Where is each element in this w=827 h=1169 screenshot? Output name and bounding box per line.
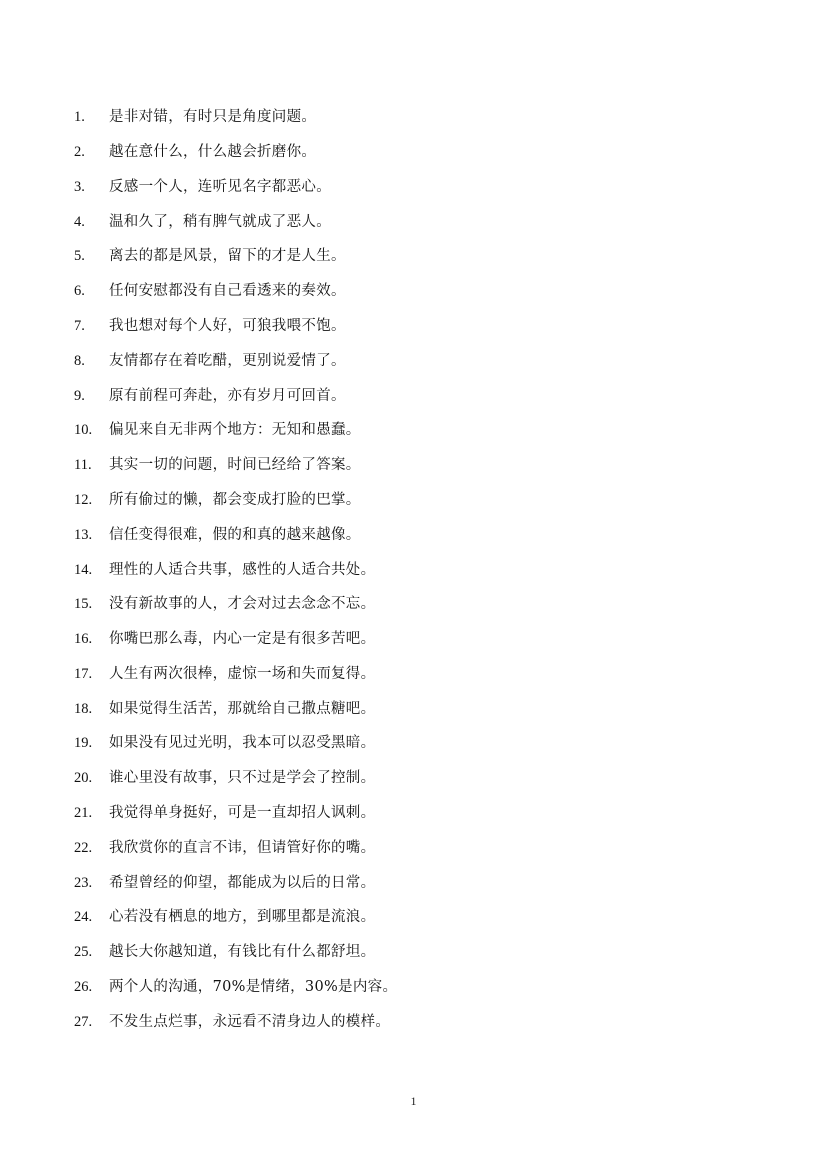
list-item-number: 8. xyxy=(74,352,85,369)
list-item xyxy=(74,378,397,413)
list-item-number: 14. xyxy=(74,561,93,578)
list-item xyxy=(74,657,397,692)
list-item-number: 16. xyxy=(74,631,93,648)
list-item xyxy=(74,622,397,657)
list-item xyxy=(74,900,397,935)
list-item-number: 17. xyxy=(74,665,93,682)
list-item xyxy=(74,100,397,135)
list-item-number: 22. xyxy=(74,839,93,856)
list-item-number: 21. xyxy=(74,805,93,822)
list-item xyxy=(74,448,397,483)
list-item-number: 6. xyxy=(74,283,85,300)
list-item xyxy=(74,170,397,205)
list-item xyxy=(74,518,397,553)
list-item-text: 谁心里没有故事，只不过是学会了控制。 xyxy=(109,770,376,787)
list-item xyxy=(74,831,397,866)
list-item xyxy=(74,866,397,901)
list-item-text: 原有前程可奔赴，亦有岁月可回首。 xyxy=(109,387,346,404)
list-item-text: 越长大你越知道，有钱比有什么都舒坦。 xyxy=(109,944,376,961)
list-item-number: 27. xyxy=(74,1013,93,1030)
list-item-text: 理性的人适合共事，感性的人适合共处。 xyxy=(109,561,376,578)
list-item-number: 15. xyxy=(74,596,93,613)
list-item-text: 希望曾经的仰望，都能成为以后的日常。 xyxy=(109,874,376,891)
list-item-text: 越在意什么，什么越会折磨你。 xyxy=(109,143,317,160)
list-item xyxy=(74,552,397,587)
list-item-number: 13. xyxy=(74,526,93,543)
list-item xyxy=(74,309,397,344)
list-item xyxy=(74,1005,397,1040)
list-item-number: 10. xyxy=(74,422,93,439)
list-item-number: 19. xyxy=(74,735,93,752)
list-item-text: 如果没有见过光明，我本可以忍受黑暗。 xyxy=(109,735,376,752)
list-item-text: 是非对错，有时只是角度问题。 xyxy=(109,109,317,126)
quote-list xyxy=(74,100,397,1040)
list-item xyxy=(74,483,397,518)
list-item-text: 心若没有栖息的地方，到哪里都是流浪。 xyxy=(109,909,376,926)
list-item-number: 9. xyxy=(74,387,85,404)
list-item-number: 23. xyxy=(74,874,93,891)
list-item-text: 我觉得单身挺好，可是一直却招人讽刺。 xyxy=(109,805,376,822)
list-item-number: 11. xyxy=(74,457,92,474)
list-item-number: 5. xyxy=(74,248,85,265)
list-item-text: 反感一个人，连听见名字都恶心。 xyxy=(109,178,331,195)
list-item xyxy=(74,970,397,1005)
list-item xyxy=(74,692,397,727)
list-item-number: 18. xyxy=(74,700,93,717)
list-item xyxy=(74,796,397,831)
list-item xyxy=(74,239,397,274)
list-item-text: 温和久了，稍有脾气就成了恶人。 xyxy=(109,213,331,230)
list-item xyxy=(74,726,397,761)
list-item-number: 24. xyxy=(74,909,93,926)
list-item-text: 两个人的沟通，70%是情绪，30%是内容。 xyxy=(109,979,398,996)
list-item-text: 偏见来自无非两个地方：无知和愚蠢。 xyxy=(109,422,361,439)
list-item-text: 我也想对每个人好，可狼我喂不饱。 xyxy=(109,317,346,334)
list-item-number: 7. xyxy=(74,317,85,334)
list-item-number: 3. xyxy=(74,178,85,195)
list-item xyxy=(74,761,397,796)
list-item-text: 友情都存在着吃醋，更别说爱情了。 xyxy=(109,352,346,369)
list-item xyxy=(74,935,397,970)
list-item xyxy=(74,413,397,448)
list-item-text: 人生有两次很棒，虚惊一场和失而复得。 xyxy=(109,665,376,682)
list-item-number: 2. xyxy=(74,143,85,160)
list-item-text: 其实一切的问题，时间已经给了答案。 xyxy=(109,457,361,474)
list-item-text: 所有偷过的懒，都会变成打脸的巴掌。 xyxy=(109,491,361,508)
list-item-text: 我欣赏你的直言不讳，但请管好你的嘴。 xyxy=(109,839,376,856)
list-item-number: 20. xyxy=(74,770,93,787)
page-number: 1 xyxy=(410,1094,417,1108)
list-item-number: 4. xyxy=(74,213,85,230)
list-item-text: 不发生点烂事，永远看不清身边人的模样。 xyxy=(109,1013,391,1030)
list-item-number: 25. xyxy=(74,944,93,961)
list-item-text: 离去的都是风景，留下的才是人生。 xyxy=(109,248,346,265)
list-item xyxy=(74,135,397,170)
list-item-text: 你嘴巴那么毒，内心一定是有很多苦吧。 xyxy=(109,631,376,648)
list-item-text: 任何安慰都没有自己看透来的奏效。 xyxy=(109,283,346,300)
list-item-number: 1. xyxy=(74,109,85,126)
list-item-text: 如果觉得生活苦，那就给自己撒点糖吧。 xyxy=(109,700,376,717)
list-item xyxy=(74,274,397,309)
list-item-number: 12. xyxy=(74,491,93,508)
list-item xyxy=(74,587,397,622)
list-item xyxy=(74,204,397,239)
list-item-number: 26. xyxy=(74,979,93,996)
list-item-text: 信任变得很难，假的和真的越来越像。 xyxy=(109,526,361,543)
list-item-text: 没有新故事的人，才会对过去念念不忘。 xyxy=(109,596,376,613)
list-item xyxy=(74,344,397,379)
